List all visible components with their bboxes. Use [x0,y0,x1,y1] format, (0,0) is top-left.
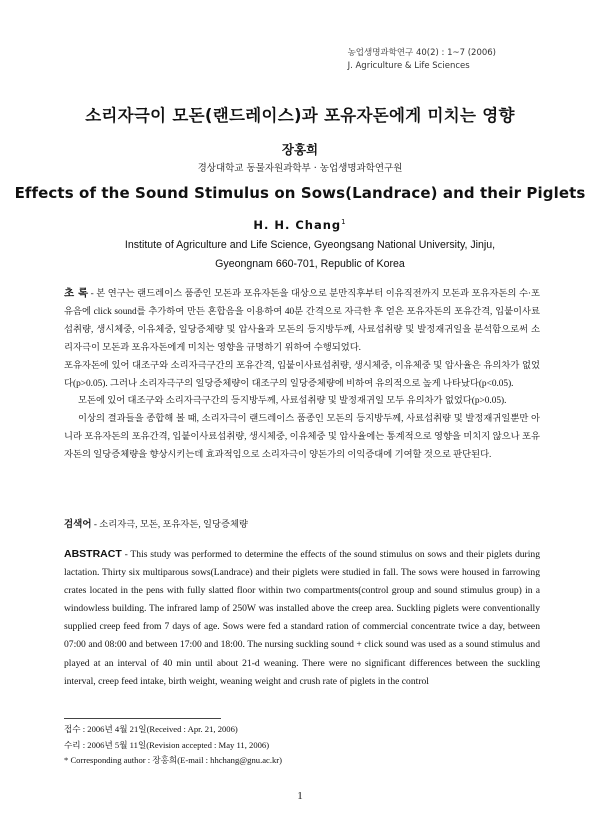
keywords-label: 검색어 [64,519,92,530]
korean-title: 소리자극이 모돈(랜드레이스)과 포유자돈에게 미치는 영향 [85,106,515,125]
korean-abstract-label: 초 록 [64,287,89,299]
revision-date: 수리 : 2006년 5월 11일(Revision accepted : May 11, 2006) [64,739,270,750]
korean-keywords [64,516,540,530]
english-affiliation-line-2: Gyeongnam 660-701, Republic of Korea [215,258,405,270]
korean-abstract-text-1: - 본 연구는 랜드레이스 품종인 모돈과 포유자돈을 대상으로 분만직후부터 이유직전까지 모돈과 포유자돈의 수·포유음에 click sound를 추가하여 만든 혼합음을 이용하여 40분 간격으로 자극한 후 얻은 포유자돈의 포유간격, 입붙이사료섭취량, 생시체중, 이유체중, 일당증체량 및 압사율과 모돈의 등지방두께, 사료섭취량 및 발정재귀일을 분석함으로써 소리자극이 모돈과 포유자돈에게 미치는 영향을 규명하기 위하여 수행되었다. [64,289,540,353]
received-date: 접수 : 2006년 4월 21일(Received : Apr. 21, 2006) [64,724,238,734]
korean-abstract-paragraph-3: 모돈에 있어 대조구와 소리자극구간의 등지방두께, 사료섭취량 및 발정재귀일 모두 유의차가 없었다(p>0.05). [78,396,507,407]
korean-abstract-paragraph-4: 이상의 결과들을 종합해 볼 때, 소리자극이 랜드레이스 품종인 모돈의 등지방두께, 사료섭취량 및 발정재귀일뿐만 아니라 포유자돈의 포유간격, 입붙이사료섭취량, 생시체중, 이유체중 및 압사율에는 통계적으로 영향을 미치지 않으나 포유자돈의 일당증체량을 향상시키는데 효과적임으로 소리자극이 양돈가의 이익증대에 기여할 것으로 판단된다. [64,414,540,461]
keywords-text: - 소리자극, 모돈, 포유자돈, 일당증체량 [93,520,248,530]
footnote-divider [64,718,221,719]
journal-line-korean: 농업생명과학연구 40(2) : 1~7 (2006) [347,48,496,58]
corresponding-author: * Corresponding author : 장홍희(E-mail : hhchang@gnu.ac.kr) [64,755,283,765]
english-author-name: H. H. Chang [253,218,342,232]
english-affiliation [80,236,540,274]
english-abstract-text: - This study was performed to determine the effects of the sound stimulus on sows and their piglets during lactation. Thirty six multiparous sows(Landrace) and their piglets were studied in fall. The sows were housed in farrowing crates located in the pens with fully slatted floor within two compartments(control group and sound stimulus group) in a windowless building. The infrared lamp of 250W was installed above the creep area. Suckling piglets were conventionally supplied creep feed from 7 days of age. Sows were fed a standard ration of commercial concentrate twice a day, between 07:00 and 08:00 and between 17:00 and 18:00. The nursing suckling sound + click sound was used as a sound stimulus and played at an interval of 40 min until about 21-d weaning. There were no significant differences between the suckling interval, creep feed intake, birth weight, weaning weight and crush rate of piglets in the control [64,549,540,687]
korean-abstract-paragraph-2: 포유자돈에 있어 대조구와 소리자극구간의 포유간격, 입붙이사료섭취량, 생시체중, 이유체중 및 압사율은 유의차가 없었다(p>0.05). 그러나 소리자극구의 일당증체량이 대조구의 일당증체량에 비하여 유의적으로 높게 나타났다(p<0.05). [64,360,540,389]
korean-abstract-paragraph-1 [64,285,540,358]
english-author [0,218,600,232]
english-abstract-label: ABSTRACT [64,548,122,560]
page-number: 1 [297,790,303,802]
english-abstract-paragraph [64,545,540,691]
english-abstract [64,545,540,691]
korean-abstract [64,285,540,465]
footnotes [64,722,282,769]
korean-affiliation: 경상대학교 동물자원과학부 · 농업생명과학연구원 [197,163,403,174]
journal-line-english: J. Agriculture & Life Sciences [347,61,470,71]
korean-author: 장홍희 [281,142,319,157]
journal-citation [348,47,496,73]
author-footnote-marker: 1 [341,218,347,227]
english-affiliation-line-1: Institute of Agriculture and Life Science, Gyeongsang National University, Jinju, [124,239,496,251]
english-title: Effects of the Sound Stimulus on Sows(Landrace) and their Piglets [14,184,586,202]
